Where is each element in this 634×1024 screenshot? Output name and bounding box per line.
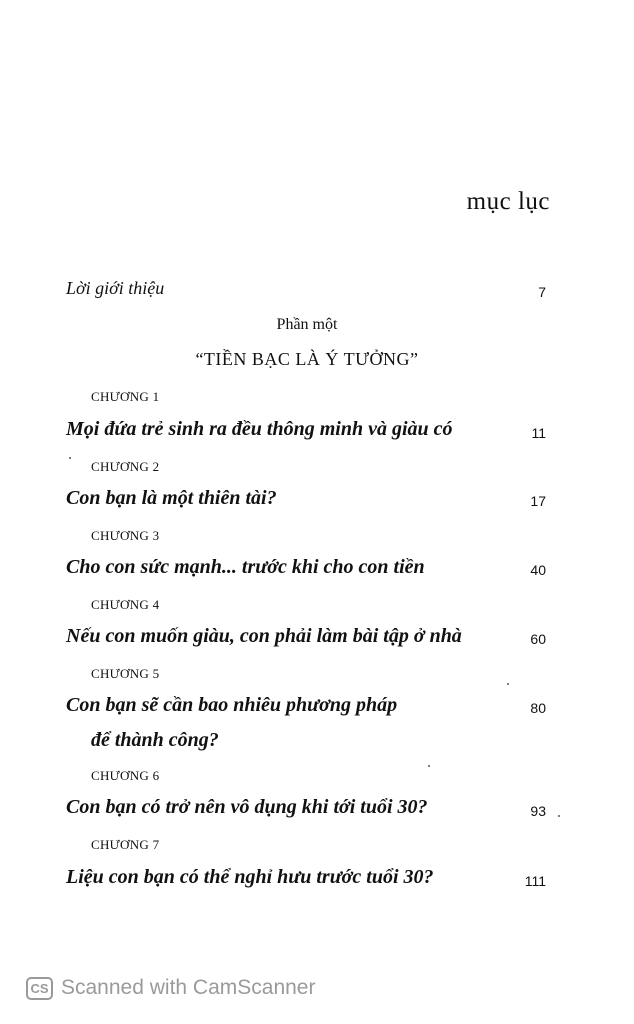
camscanner-watermark: [26, 976, 315, 1000]
chapter-title: Con bạn là một thiên tài?: [66, 487, 277, 509]
scan-speck: [558, 815, 560, 817]
chapter-title: Nếu con muốn giàu, con phải làm bài tập ở nhà: [66, 625, 462, 647]
chapter-title: Con bạn có trở nên vô dụng khi tới tuổi 30?: [66, 796, 428, 818]
chapter-title: Cho con sức mạnh... trước khi cho con tiền: [66, 556, 425, 578]
chapter-title-continuation: để thành công?: [91, 729, 219, 751]
chapter-label: CHƯƠNG 7: [91, 837, 160, 852]
scan-speck: [428, 765, 430, 767]
chapter-page-number: 93: [530, 803, 546, 819]
chapter-label: CHƯƠNG 6: [91, 768, 160, 783]
chapter-page-number: 11: [531, 425, 546, 441]
intro-page-number: 7: [538, 284, 546, 300]
chapter-label: CHƯƠNG 2: [91, 459, 160, 474]
chapter-label: CHƯƠNG 5: [91, 666, 160, 681]
chapter-page-number: 111: [524, 873, 546, 889]
chapter-title: Liệu con bạn có thể nghỉ hưu trước tuổi 30?: [66, 866, 434, 888]
chapter-page-number: 17: [530, 493, 546, 509]
chapter-label: CHƯƠNG 4: [91, 597, 160, 612]
toc-heading: mục lục: [466, 188, 550, 215]
chapter-label: CHƯƠNG 3: [91, 528, 160, 543]
intro-title: Lời giới thiệu: [66, 278, 165, 298]
chapter-label: CHƯƠNG 1: [91, 389, 160, 404]
camscanner-logo-icon: CS: [26, 977, 53, 1000]
part-label: Phần một: [276, 316, 338, 333]
scan-speck: [507, 683, 509, 685]
chapter-title: Con bạn sẽ cần bao nhiêu phương pháp: [66, 694, 398, 716]
chapter-page-number: 40: [530, 562, 546, 578]
chapter-page-number: 80: [530, 700, 546, 716]
part-title: “TIỀN BẠC LÀ Ý TƯỞNG”: [195, 349, 419, 369]
scan-speck: [69, 457, 71, 459]
watermark-text: Scanned with CamScanner: [61, 976, 316, 999]
chapter-title: Mọi đứa trẻ sinh ra đều thông minh và giàu có: [66, 418, 453, 440]
chapter-page-number: 60: [530, 631, 546, 647]
